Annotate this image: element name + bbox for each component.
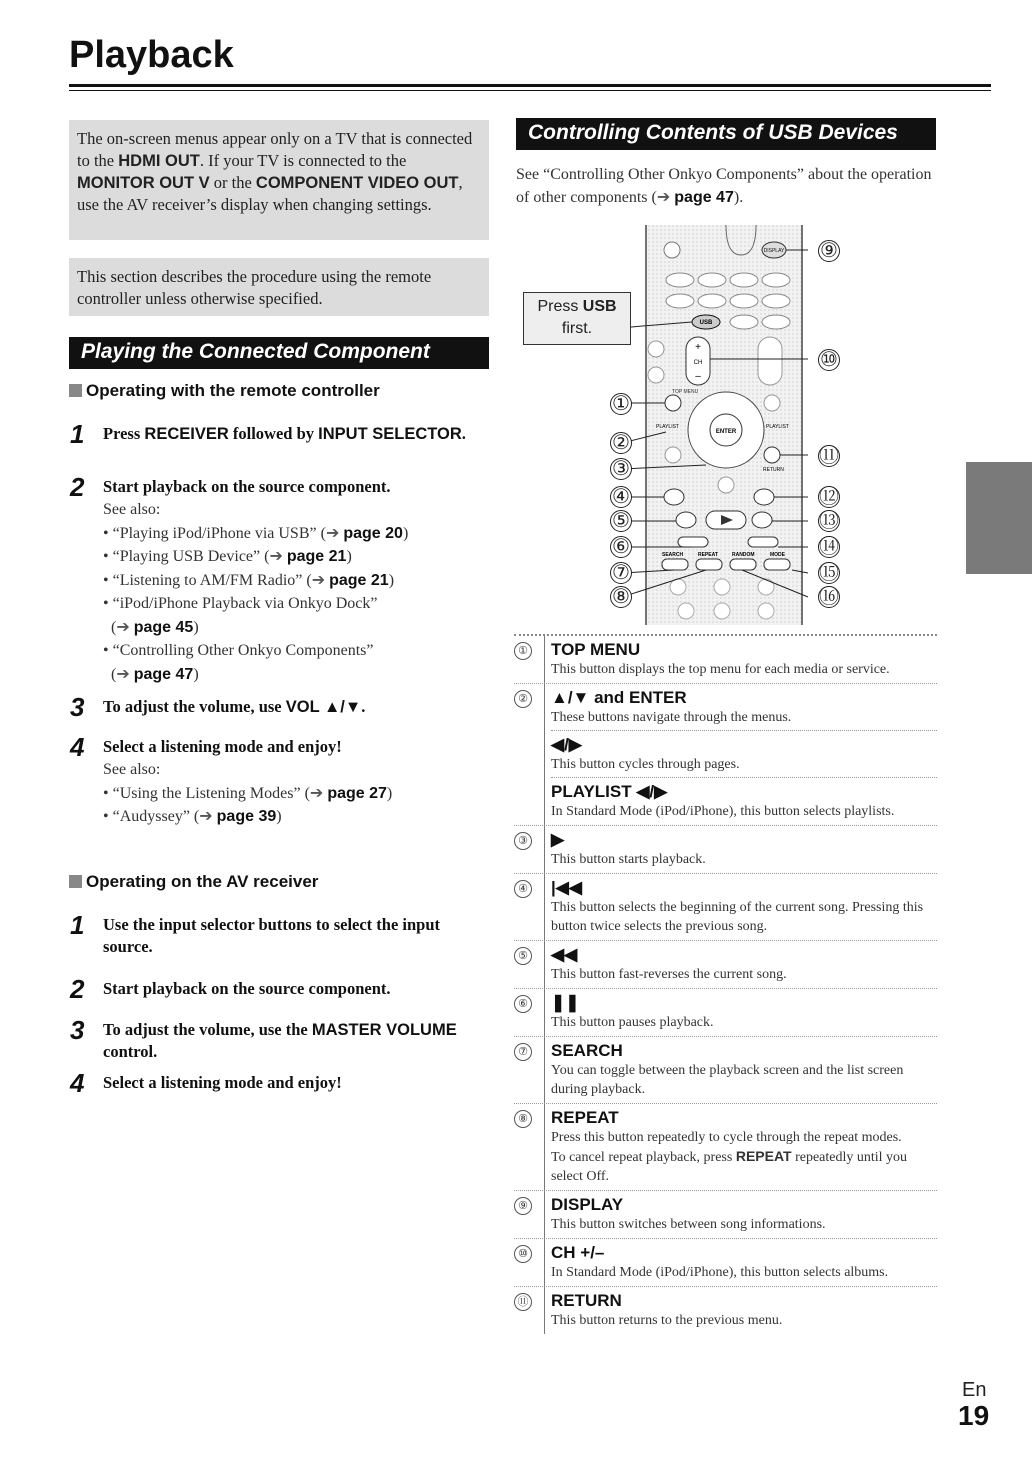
legend-desc: This button starts playback. [551, 852, 706, 867]
intro-text: ). [733, 189, 744, 206]
legend-number: ③ [514, 832, 532, 850]
arrow-icon: ➔ [269, 548, 283, 565]
legend-desc: This button displays the top menu for each media or service. [551, 662, 890, 677]
arrow-icon: ➔ [309, 784, 324, 802]
legend-number: ① [514, 642, 532, 660]
remote-step-3 [70, 692, 490, 722]
receiver-step-3 [70, 1015, 490, 1063]
note-text: . If your TV is connected to the [199, 151, 407, 170]
press-text: first. [561, 320, 593, 337]
page-link[interactable]: page 45 [133, 618, 194, 636]
step-text: Use the input selector buttons to select the input source. [103, 915, 441, 956]
page-link[interactable]: page 20 [343, 524, 403, 542]
step-number: 3 [70, 1015, 85, 1045]
legend-item [514, 1190, 937, 1238]
legend-item [514, 873, 937, 940]
search-label: SEARCH [662, 552, 684, 558]
remote-step-4 [70, 732, 490, 829]
display-label: DISPLAY [763, 248, 785, 254]
repeat-label: REPEAT [698, 552, 718, 558]
top-menu-label: TOP MENU [672, 389, 699, 395]
page-title: Playback [69, 34, 234, 76]
callout-15: ⑮ [819, 562, 839, 584]
callout-8: ⑧ [610, 586, 632, 608]
callout-11: ⑪ [819, 445, 839, 467]
callout-13: ⑬ [819, 510, 839, 532]
legend-name: ▶ [551, 830, 565, 849]
title-rule-thin [69, 90, 991, 91]
note-text: or the [209, 173, 256, 192]
mode-label: MODE [770, 552, 785, 558]
step-number: 3 [70, 692, 85, 722]
remote-note-box [69, 258, 489, 316]
ref-text: • “Playing USB Device” ( [103, 548, 270, 565]
step-number: 1 [70, 419, 85, 449]
legend-number: ⑦ [514, 1043, 532, 1061]
step-number: 2 [70, 472, 85, 502]
random-button [730, 559, 756, 570]
callout-1: ① [610, 393, 632, 415]
legend-desc: This button fast-reverses the current song. [551, 967, 787, 982]
page-link[interactable]: page 47 [674, 189, 734, 206]
callout-4: ④ [610, 486, 632, 508]
callout-3: ③ [610, 458, 632, 480]
legend-item [514, 1103, 937, 1190]
callout-7: ⑦ [610, 562, 632, 584]
step-text: Select a listening mode and enjoy! [103, 737, 342, 756]
square-bullet-icon [69, 875, 82, 888]
page-ref[interactable] [103, 805, 490, 829]
step-key: INPUT SELECTOR [318, 425, 462, 443]
square-bullet-icon [69, 384, 82, 397]
section-title-playing: Playing the Connected Component [69, 337, 489, 369]
next-button [754, 489, 774, 505]
ff-button [752, 512, 772, 528]
remote-step-1 [70, 419, 490, 449]
ref-text: • “Controlling Other Onkyo Components” [103, 642, 374, 659]
enter-label: ENTER [715, 429, 737, 435]
legend-item [514, 988, 937, 1036]
legend-name: |◀◀ [551, 878, 582, 897]
remote-illustration [516, 225, 846, 625]
press-text: Press [537, 298, 583, 315]
language-label: En [962, 1379, 987, 1401]
receiver-step-4 [70, 1068, 490, 1098]
ref-close: ) [193, 618, 199, 636]
playlist-left-label: PLAYLIST [656, 424, 679, 430]
legend-number: ⑪ [514, 1293, 532, 1311]
heading-text: Operating on the AV receiver [86, 872, 319, 891]
callout-2: ② [610, 432, 632, 454]
svg-text:–: – [695, 371, 701, 382]
note-bold: HDMI OUT [118, 152, 200, 170]
callout-12: ⑫ [819, 486, 839, 508]
ref-close: ) [346, 548, 352, 565]
arrow-icon: ➔ [199, 808, 213, 825]
hdmi-note-box [69, 120, 489, 240]
legend-name: RETURN [551, 1291, 622, 1310]
title-rule [69, 84, 991, 87]
ref-close: ) [193, 665, 199, 683]
step-text: Press [103, 424, 145, 443]
legend-desc: You can toggle between the playback screen and the list screen during playback. [551, 1063, 904, 1097]
page-link[interactable]: page 27 [327, 784, 387, 802]
see-also-label: See also: [103, 761, 161, 778]
legend-desc: This button returns to the previous menu. [551, 1313, 783, 1328]
step-text: . [461, 424, 466, 443]
legend-name: REPEAT [551, 1108, 619, 1127]
note-bold: COMPONENT VIDEO OUT [255, 174, 459, 192]
arrow-icon: ➔ [325, 524, 340, 542]
rew-button [676, 512, 696, 528]
page-ref[interactable]: • “iPod/iPhone Playback via Onkyo Dock” (➔ page 45) [103, 595, 378, 636]
search-button [662, 559, 688, 570]
legend-item [514, 1286, 937, 1334]
step-text: To adjust the volume, use the [103, 1020, 312, 1039]
repeat-button [696, 559, 722, 570]
page-link[interactable]: page 21 [329, 571, 389, 589]
page-link[interactable]: page 39 [216, 808, 277, 825]
step-text: Select a listening mode and enjoy! [103, 1073, 342, 1092]
legend-name: ◀/▶ [551, 735, 582, 754]
legend-key: REPEAT [735, 1148, 792, 1164]
page-ref[interactable]: • “Controlling Other Onkyo Components” (➔ page 47) [103, 642, 374, 683]
legend-desc: In Standard Mode (iPod/iPhone), this button selects albums. [551, 1265, 889, 1280]
step-text: To adjust the volume, use [103, 697, 286, 716]
legend-number: ⑩ [514, 1245, 532, 1263]
legend-desc: Press this button repeatedly to cycle through the repeat modes. [551, 1130, 902, 1145]
step-number: 2 [70, 974, 85, 1004]
ref-text: • “Using the Listening Modes” ( [103, 784, 310, 802]
prev-button [664, 489, 684, 505]
legend-name: ◀◀ [551, 945, 578, 964]
legend-item [514, 1036, 937, 1103]
remote-heading [69, 381, 380, 401]
legend-desc: These buttons navigate through the menus. [551, 710, 792, 725]
page-ref[interactable] [103, 569, 490, 593]
callout-10: ⑩ [818, 349, 840, 371]
legend-number: ⑤ [514, 947, 532, 965]
legend-desc: This button cycles through pages. [551, 757, 740, 772]
top-menu-button [665, 395, 681, 411]
usb-key: USB [582, 298, 617, 315]
ref-text: • “Listening to AM/FM Radio” ( [103, 571, 312, 589]
chapter-side-tab [966, 462, 1032, 574]
callout-16: ⑯ [819, 586, 839, 608]
legend-desc: This button selects the beginning of the current song. Pressing this button twice selects the previous song. [551, 900, 924, 934]
see-also-label: See also: [103, 501, 161, 518]
step-text: followed by [228, 424, 319, 443]
legend-name: DISPLAY [551, 1195, 624, 1214]
section-title-usb: Controlling Contents of USB Devices [516, 118, 936, 150]
legend-item [514, 1238, 937, 1286]
legend-desc: repeatedly until you select Off. [551, 1150, 908, 1184]
legend-desc: To cancel repeat playback, press [551, 1150, 736, 1165]
mode-button [764, 559, 790, 570]
usb-intro-text [516, 163, 936, 209]
step-text: . [361, 697, 366, 716]
legend-desc: This button switches between song informations. [551, 1217, 826, 1232]
legend-name: ▲/▼ and ENTER [551, 688, 687, 707]
step-key: MASTER VOLUME [311, 1021, 457, 1039]
heading-text: Operating with the remote controller [86, 381, 380, 400]
press-usb-label [523, 292, 631, 345]
legend-item [514, 634, 937, 683]
ref-close: ) [276, 808, 282, 825]
svg-text:+: + [695, 342, 701, 353]
step-text: Start playback on the source component. [103, 979, 391, 998]
return-button [764, 447, 780, 463]
arrow-icon: ➔ [116, 665, 130, 683]
playlist-right-label: PLAYLIST [766, 424, 789, 430]
arrow-icon: ➔ [116, 618, 130, 636]
receiver-step-1 [70, 910, 490, 958]
legend-name: CH +/– [551, 1243, 605, 1262]
legend-number: ④ [514, 880, 532, 898]
legend-item [514, 825, 937, 873]
page-ref[interactable] [103, 522, 490, 546]
ref-text: • “Playing iPod/iPhone via USB” ( [103, 524, 326, 542]
legend-desc: This button pauses playback. [551, 1015, 714, 1030]
arrow-icon: ➔ [311, 571, 326, 589]
pause-button [678, 537, 708, 547]
step-key: RECEIVER [144, 425, 229, 443]
arrow-icon: ➔ [656, 189, 671, 206]
page-number: 19 [958, 1400, 990, 1431]
legend-number: ② [514, 690, 532, 708]
step-number: 4 [70, 1068, 85, 1098]
note-text: The on-screen menus appear only on a TV that is connected to the [77, 129, 473, 170]
ref-close: ) [386, 784, 393, 802]
step-text: control. [103, 1042, 158, 1061]
callout-6: ⑥ [610, 536, 632, 558]
ref-close: ) [402, 524, 409, 542]
callout-5: ⑤ [610, 510, 632, 532]
button-legend [514, 634, 937, 1334]
ref-close: ) [388, 571, 395, 589]
note-bold: MONITOR OUT V [77, 174, 210, 192]
page-ref[interactable] [103, 782, 490, 806]
page-ref[interactable] [103, 545, 490, 569]
ch-label: CH [693, 360, 703, 366]
legend-desc: In Standard Mode (iPod/iPhone), this button selects playlists. [551, 804, 895, 819]
note-text: , use the AV receiver’s display when changing settings. [77, 173, 463, 214]
legend-item [514, 940, 937, 988]
ref-text: • “iPod/iPhone Playback via Onkyo Dock” [103, 595, 378, 612]
legend-item [514, 683, 937, 825]
legend-number: ⑧ [514, 1110, 532, 1128]
callout-9: ⑨ [818, 240, 840, 262]
step-number: 4 [70, 732, 85, 762]
step-key: VOL ▲/▼ [285, 698, 362, 716]
note-text: This section describes the procedure using the remote controller unless otherwise specified. [77, 267, 432, 308]
legend-name: SEARCH [551, 1041, 623, 1060]
receiver-step-2 [70, 974, 490, 1004]
ref-text: • “Audyssey” ( [103, 808, 200, 825]
usb-label: USB [699, 320, 713, 326]
page-link[interactable]: page 47 [133, 665, 194, 683]
remote-step-2 [70, 472, 490, 686]
random-label: RANDOM [732, 552, 755, 558]
intro-text: See “Controlling Other Onkyo Components” about the operation of other components ( [516, 166, 932, 206]
legend-number: ⑨ [514, 1197, 532, 1215]
legend-number: ⑥ [514, 995, 532, 1013]
receiver-heading [69, 872, 318, 892]
legend-name: ❚❚ [551, 993, 580, 1012]
page-link[interactable]: page 21 [286, 548, 347, 565]
legend-name: PLAYLIST ◀/▶ [551, 782, 668, 801]
stop-button [748, 537, 778, 547]
legend-name: TOP MENU [551, 640, 641, 659]
return-label: RETURN [763, 467, 784, 473]
step-number: 1 [70, 910, 85, 940]
step-text: Start playback on the source component. [103, 477, 391, 496]
callout-14: ⑭ [819, 536, 839, 558]
